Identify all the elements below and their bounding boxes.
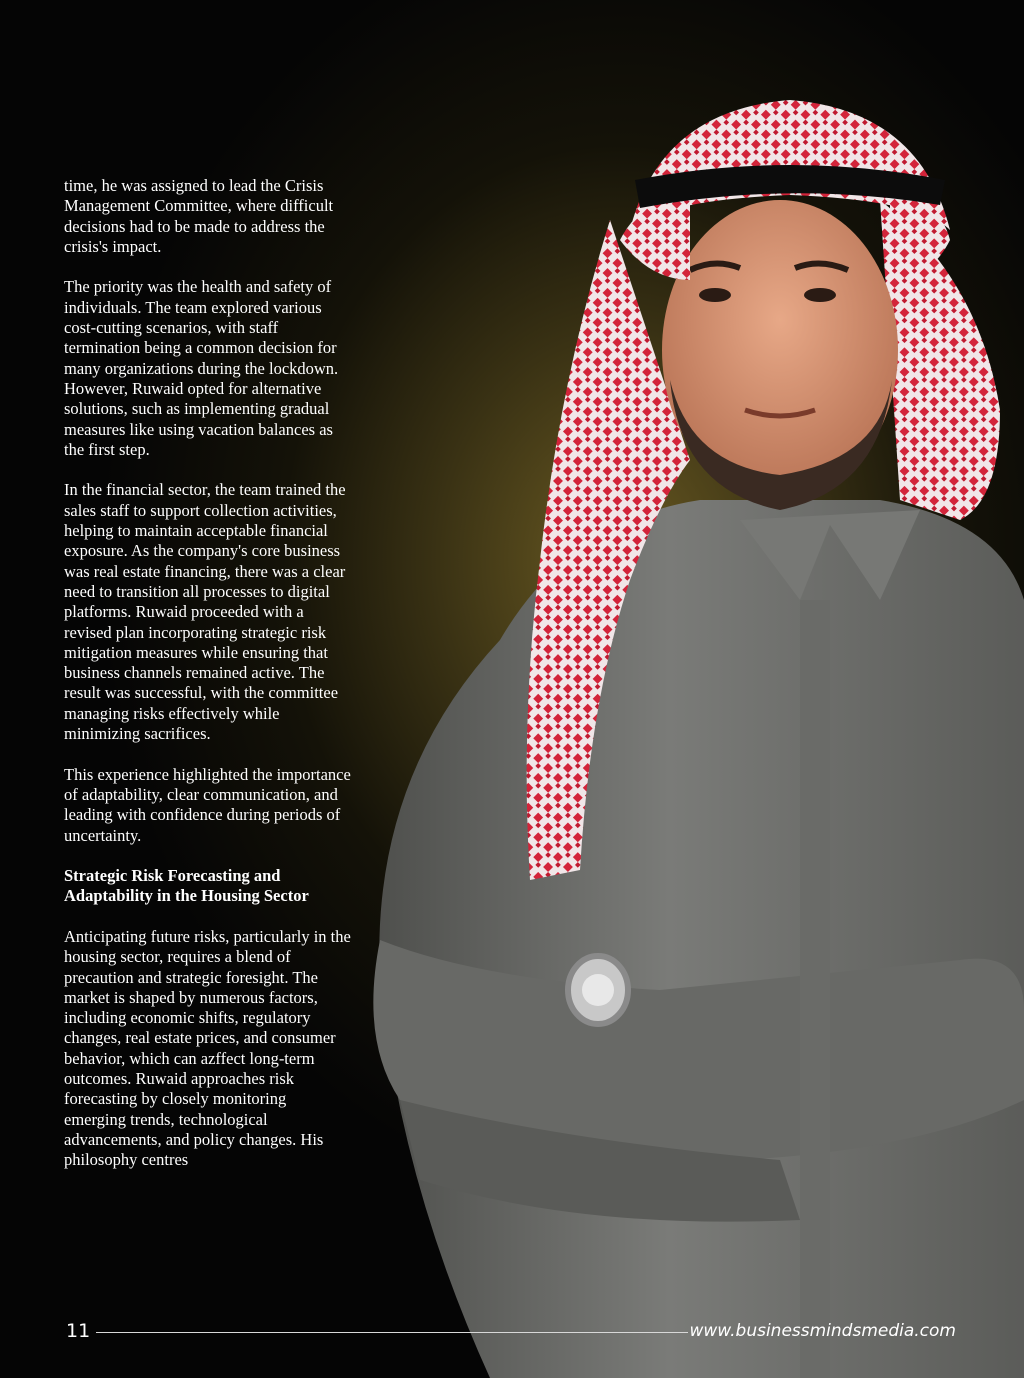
article-paragraph-1: time, he was assigned to lead the Crisis Management Committee, where difficult decisions had to be made to address the crisis's impact. <box>64 176 334 256</box>
page-number: 11 <box>66 1320 91 1342</box>
article-column <box>64 176 352 1191</box>
footer-divider <box>96 1332 688 1333</box>
section-heading: Strategic Risk Forecasting and Adaptability in the Housing Sector <box>64 866 309 906</box>
article-paragraph-3: In the financial sector, the team trained the sales staff to support collection activities, helping to maintain acceptable financial exposure. As the company's core business was real estate financing, there was a clear need to transition all processes to digital platforms. Ruwaid proceeded with a revised plan incorporating strategic risk mitigation measures while ensuring that business channels remained active. The result was successful, with the committee managing risks effectively while minimizing sacrifices. <box>64 480 346 744</box>
article-paragraph-5: Anticipating future risks, particularly in the housing sector, requires a blend of precaution and strategic foresight. The market is shaped by numerous factors, including economic shifts, regulatory changes, real estate prices, and consumer behavior, which can azffect long-term outcomes. Ruwaid approaches risk forecasting by closely monitoring emerging trends, technological advancements, and policy changes. His philosophy centres <box>64 926 351 1170</box>
website-link[interactable]: www.businessmindsmedia.com <box>689 1321 956 1341</box>
article-paragraph-4: This experience highlighted the importance of adaptability, clear communication, and leading with confidence during periods of uncertainty. <box>64 764 351 845</box>
article-paragraph-2: The priority was the health and safety of individuals. The team explored various cost-cutting scenarios, with staff termination being a common decision for many organizations during the lockdown. However, Ruwaid opted for alternative solutions, such as implementing gradual measures like using vacation balances as the first step. <box>64 277 339 459</box>
portrait-photo <box>360 80 1024 1378</box>
